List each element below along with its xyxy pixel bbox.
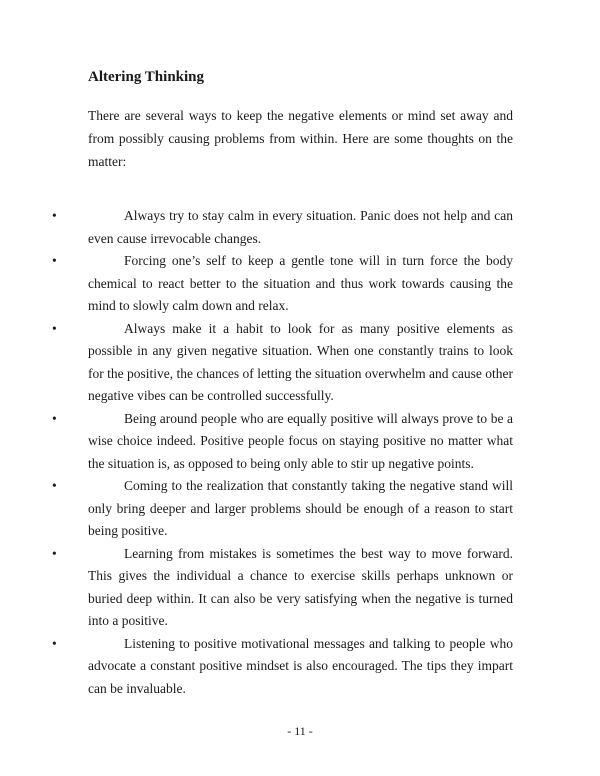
list-item-text: Being around people who are equally positive will always prove to be a wise choice indeed. Positive people focus on staying positive no matter what the situation is, as opposed to being only able to stir up negative points.	[88, 410, 513, 471]
list-item	[52, 205, 513, 250]
list-item-text: Always try to stay calm in every situation. Panic does not help and can even cause irrevocable changes.	[88, 208, 513, 246]
list-item-text: Forcing one’s self to keep a gentle tone will in turn force the body chemical to react better to the situation and thus work towards causing the mind to slowly calm down and relax.	[88, 253, 513, 313]
bullet-icon: •	[52, 635, 57, 651]
list-item	[52, 408, 513, 476]
bullet-icon: •	[52, 253, 57, 268]
list-item	[52, 543, 513, 633]
intro-paragraph: There are several ways to keep the negative elements or mind set away and from possibly causing problems from within. Here are some thoughts on the matter:	[88, 108, 513, 169]
bullet-icon: •	[52, 320, 57, 336]
bullet-icon: •	[52, 478, 57, 493]
list-item-text: Listening to positive motivational messages and talking to people who advocate a constant positive mindset is also encouraged. The tips they impart can be invaluable.	[88, 635, 513, 696]
list-item	[52, 633, 513, 701]
list-item	[52, 250, 513, 318]
document-page	[52, 68, 513, 700]
section-heading: Altering Thinking	[88, 69, 205, 85]
bullet-icon: •	[52, 410, 57, 426]
bullet-icon: •	[52, 208, 57, 223]
list-item	[52, 318, 513, 408]
bullet-icon: •	[52, 545, 57, 561]
list-item	[52, 475, 513, 543]
list-item-text: Learning from mistakes is sometimes the best way to move forward. This gives the individual a chance to exercise skills perhaps unknown or buried deep within. It can also be very satisfying when the negative is turned into a positive.	[88, 545, 513, 628]
list-item-text: Always make it a habit to look for as many positive elements as possible in any given negative situation. When one constantly trains to look for the positive, the chances of letting the situation overwhelm and cause other negative vibes can be controlled successfully.	[88, 320, 513, 403]
list-item-text: Coming to the realization that constantly taking the negative stand will only bring deeper and larger problems should be enough of a reason to start being positive.	[88, 478, 513, 538]
tips-list	[52, 205, 513, 700]
page-number: - 11 -	[287, 724, 313, 738]
